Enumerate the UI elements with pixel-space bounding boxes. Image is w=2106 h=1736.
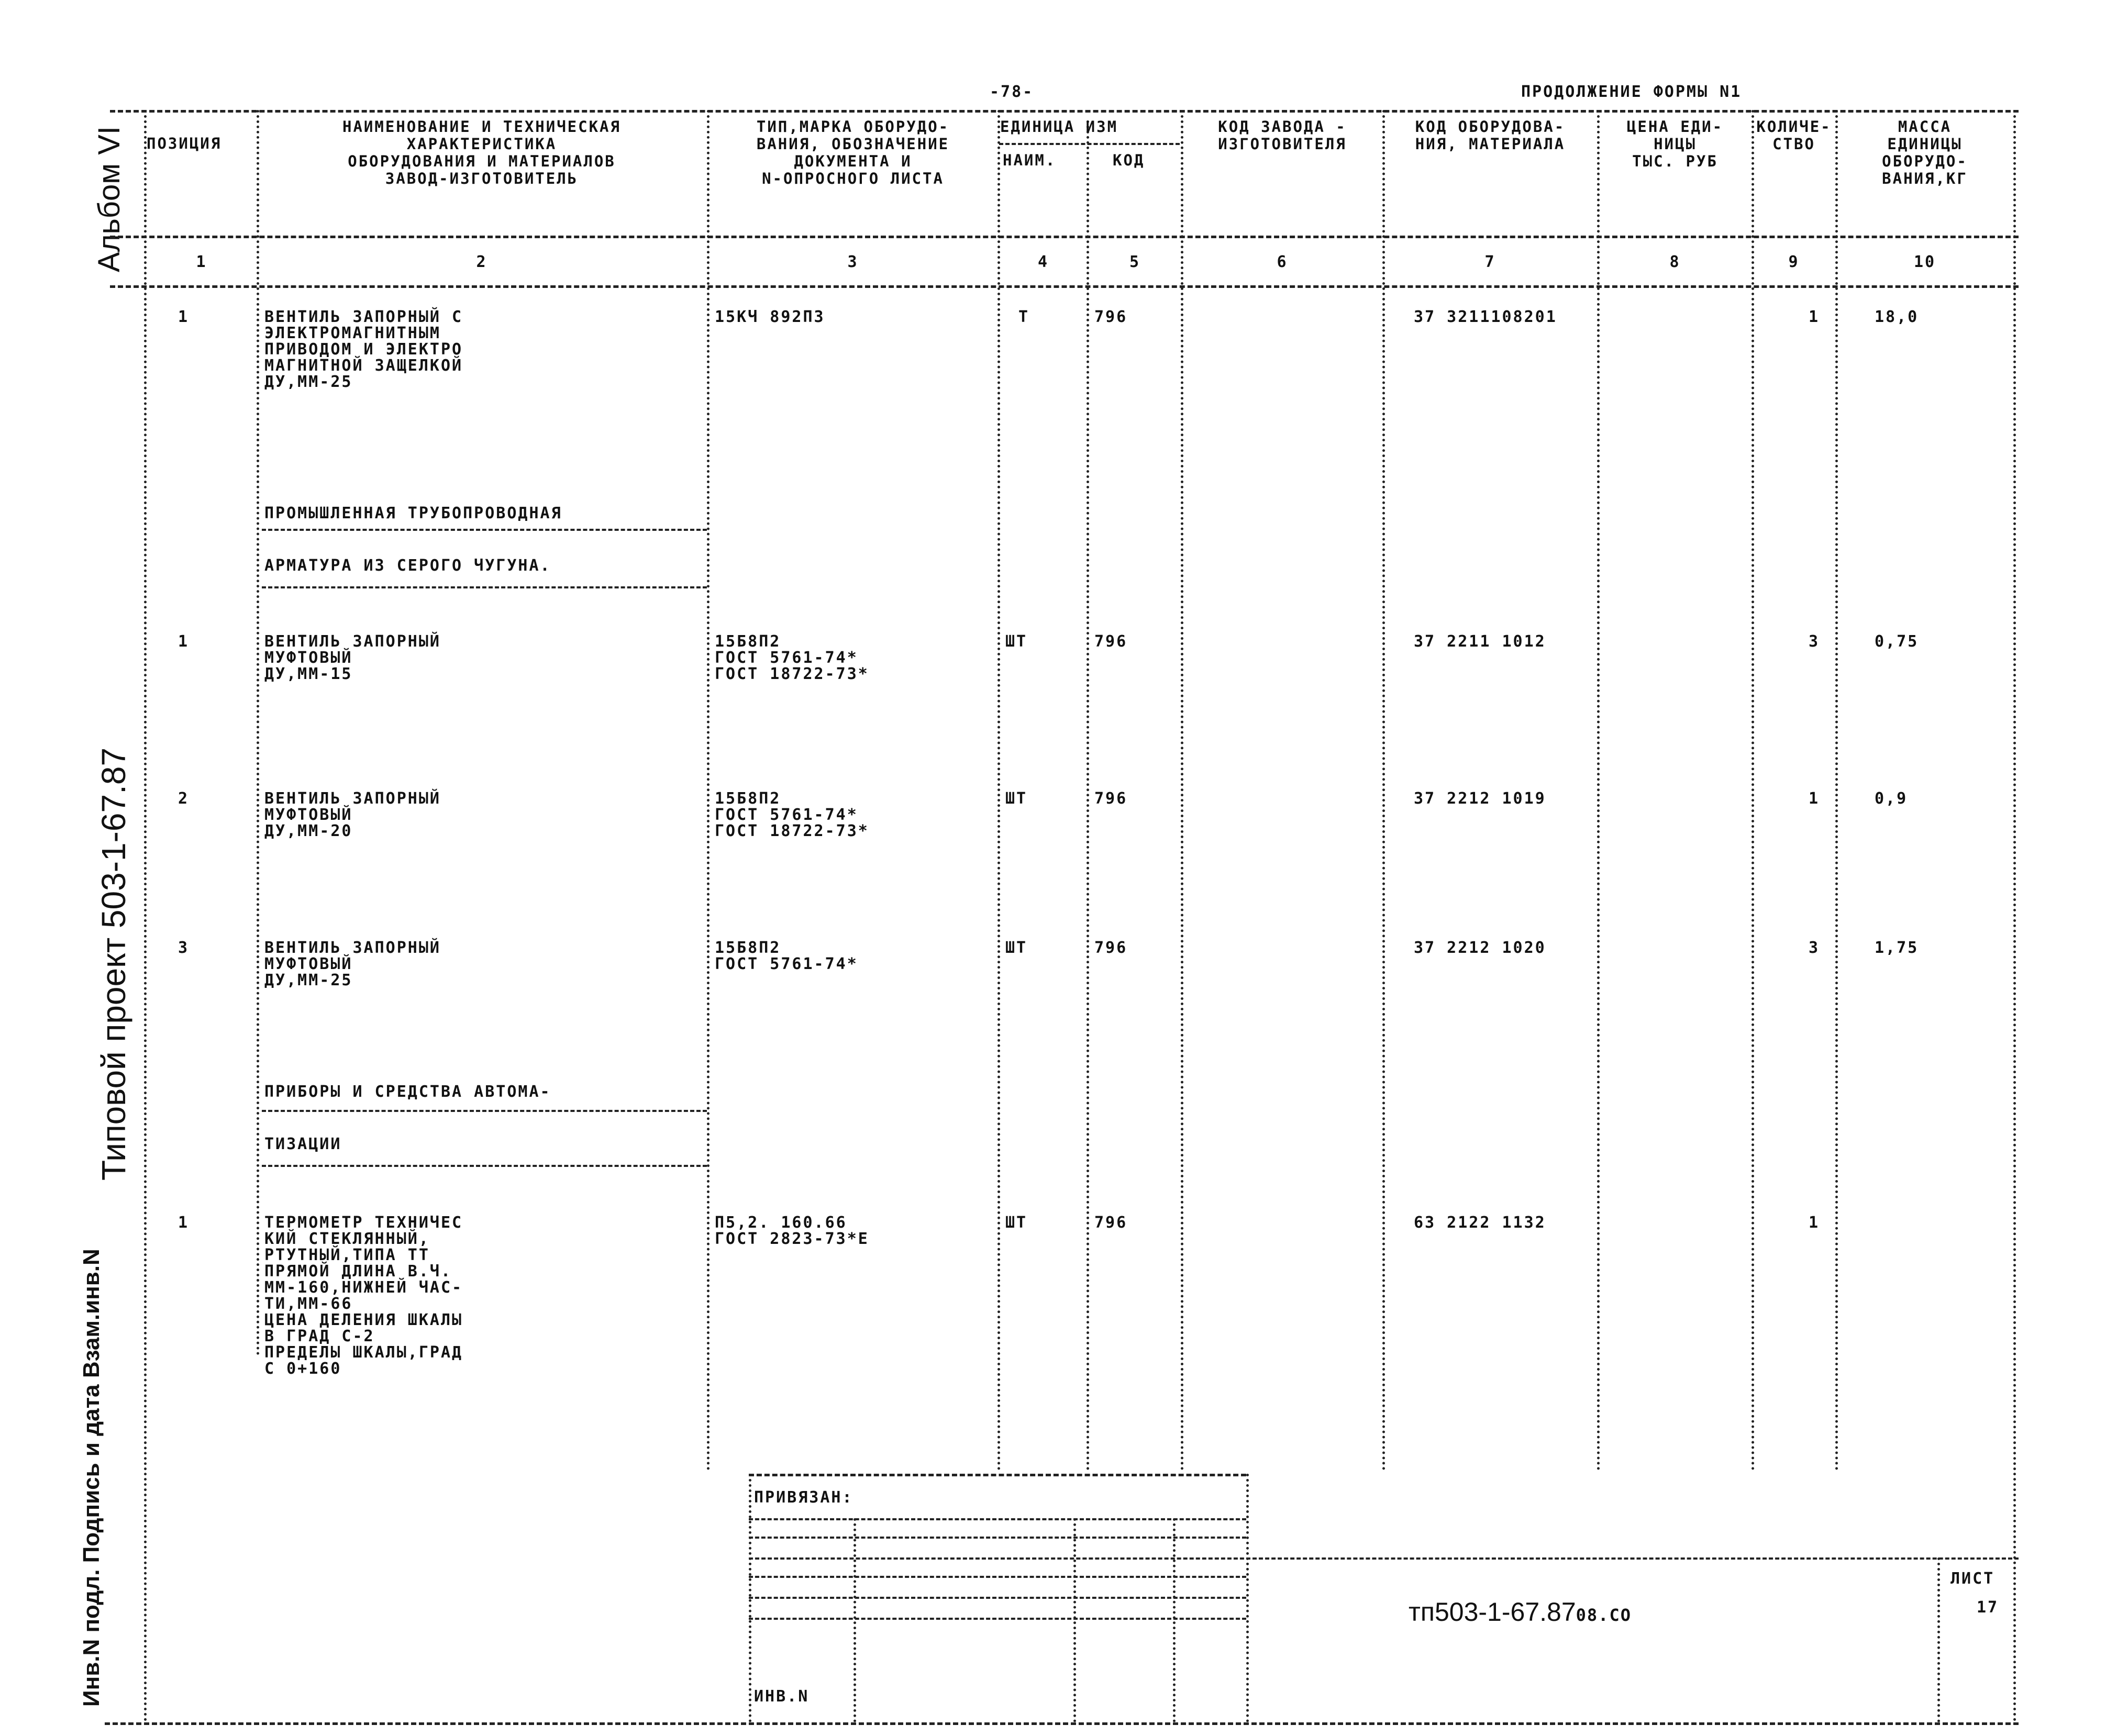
- row-code: 796: [1094, 939, 1128, 957]
- row-quantity: 1: [1808, 789, 1820, 808]
- section-title: ПРОМЫШЛЕННАЯ ТРУБОПРОВОДНАЯ: [264, 504, 562, 522]
- col-number: 4: [1037, 253, 1049, 271]
- row-unit: ШТ: [1005, 1214, 1028, 1232]
- row-code: 796: [1094, 308, 1128, 326]
- row-quantity: 3: [1808, 939, 1820, 957]
- row-position: 3: [178, 939, 190, 957]
- row-description: ВЕНТИЛЬ ЗАПОРНЫЙ С ЭЛЕКТРОМАГНИТНЫМ ПРИВОДОМ И ЭЛЕКТРО МАГНИТНОЙ ЗАЩЕЛКОЙ ДУ,ММ-25: [264, 308, 463, 391]
- sheet-number: 17: [1977, 1598, 1999, 1617]
- row-equipment-code: 37 3211108201: [1414, 308, 1557, 326]
- col-sep-10: [1835, 110, 1838, 1471]
- row-position: 1: [178, 1214, 190, 1232]
- col-sep-7: [1382, 110, 1385, 1471]
- title-block-rule: [749, 1518, 1246, 1520]
- row-quantity: 1: [1808, 1214, 1820, 1232]
- page-number: -78-: [990, 83, 1034, 101]
- row-unit: ШТ: [1005, 789, 1028, 808]
- row-code: 796: [1094, 632, 1128, 651]
- col-number: 7: [1484, 253, 1496, 271]
- inventory-label: ИНВ.N: [754, 1687, 810, 1706]
- row-unit: Т: [1018, 308, 1030, 326]
- row-equipment-code: 63 2122 1132: [1414, 1214, 1546, 1232]
- header-col-3: ТИП,МАРКА ОБОРУДО- ВАНИЯ, ОБОЗНАЧЕНИЕ ДОКУМЕНТА И N-ОПРОСНОГО ЛИСТА: [756, 118, 950, 187]
- row-quantity: 3: [1808, 632, 1820, 651]
- header-col-4-name: НАИМ.: [1003, 151, 1057, 169]
- row-unit: ШТ: [1005, 939, 1028, 957]
- row-equipment-code: 37 2211 1012: [1414, 632, 1546, 651]
- table-top-border: [110, 110, 2019, 113]
- row-quantity: 1: [1808, 308, 1820, 326]
- row-type: 15КЧ 892П3: [715, 308, 825, 326]
- title-block-sep: [749, 1474, 751, 1722]
- col-sep-2: [257, 110, 259, 1356]
- section-title-cont: АРМАТУРА ИЗ СЕРОГО ЧУГУНА.: [264, 557, 551, 575]
- header-col-9: КОЛИЧЕ- СТВО: [1756, 118, 1832, 153]
- row-position: 1: [178, 308, 190, 326]
- header-col-1: ПОЗИЦИЯ: [147, 135, 222, 152]
- row-type: 15Б8П2 ГОСТ 5761-74* ГОСТ 18722-73*: [715, 632, 869, 683]
- row-type: П5,2. 160.66 ГОСТ 2823-73*Е: [715, 1214, 869, 1248]
- header-col-7: КОД ОБОРУДОВА- НИЯ, МАТЕРИАЛА: [1415, 118, 1566, 153]
- bound-label: ПРИВЯЗАН:: [754, 1488, 854, 1507]
- col-sep-3: [707, 110, 710, 1471]
- title-block-rule: [749, 1537, 1246, 1539]
- document-code: тп503-1-67.8708.СО: [1409, 1597, 1632, 1627]
- title-block-rule: [749, 1618, 1246, 1620]
- col-number: 2: [476, 253, 487, 271]
- col-sep-6: [1181, 110, 1183, 1471]
- col-number: 6: [1277, 253, 1288, 271]
- row-equipment-code: 37 2212 1019: [1414, 789, 1546, 808]
- col-number: 1: [196, 253, 207, 271]
- col-number: 8: [1669, 253, 1681, 271]
- row-equipment-code: 37 2212 1020: [1414, 939, 1546, 957]
- row-mass: 0,75: [1875, 632, 1919, 651]
- row-mass: 18,0: [1875, 308, 1919, 326]
- header-col-5: КОД: [1113, 151, 1145, 169]
- project-label: Типовой проект 503-1-67.87: [95, 747, 132, 1181]
- header-col-4: ЕДИНИЦА ИЗМ: [1000, 118, 1118, 136]
- row-mass: 0,9: [1875, 789, 1908, 808]
- col-number: 10: [1913, 253, 1936, 271]
- sheet-box-sep: [1937, 1557, 1940, 1722]
- col-sep-5: [1087, 120, 1089, 1471]
- header-col-2: НАИМЕНОВАНИЕ И ТЕХНИЧЕСКАЯ ХАРАКТЕРИСТИКА ОБОРУДОВАНИЯ И МАТЕРИАЛОВ ЗАВОД-ИЗГОТОВИТЕЛЬ: [342, 118, 621, 187]
- section-title: ПРИБОРЫ И СРЕДСТВА АВТОМА-: [264, 1083, 551, 1101]
- table-right-border: [2013, 110, 2016, 1722]
- col-sep-8: [1597, 110, 1600, 1471]
- col-number: 3: [847, 253, 859, 271]
- table-bottom-border: [105, 1722, 2019, 1725]
- header-col-10: МАССА ЕДИНИЦЫ ОБОРУДО- ВАНИЯ,КГ: [1882, 118, 1968, 187]
- col-number: 5: [1129, 253, 1141, 271]
- title-block-sep: [1073, 1518, 1076, 1722]
- approval-stamp-label: Инв.N подл. Подпись и дата Взам.инв.N: [79, 1249, 104, 1707]
- album-label: Альбом VI: [92, 126, 126, 272]
- row-description: ТЕРМОМЕТР ТЕХНИЧЕС КИЙ СТЕКЛЯННЫЙ, РТУТНЫЙ,ТИПА ТТ ПРЯМОЙ ДЛИНА В.Ч. ММ-160,НИЖНЕЙ ЧАС- ТИ,ММ-66 ЦЕНА ДЕЛЕНИЯ ШКАЛЫ В ГРАД С-2 ПРЕДЕЛЫ ШКАЛЫ,ГРАД С 0+160: [264, 1214, 463, 1378]
- sheet-label: ЛИСТ: [1950, 1570, 1995, 1588]
- row-position: 2: [178, 789, 190, 808]
- header-col-6: КОД ЗАВОДА - ИЗГОТОВИТЕЛЯ: [1218, 118, 1347, 153]
- row-description: ВЕНТИЛЬ ЗАПОРНЫЙ МУФТОВЫЙ ДУ,ММ-15: [264, 632, 441, 683]
- section-underline: [262, 1165, 707, 1167]
- col-number: 9: [1788, 253, 1800, 271]
- row-type: 15Б8П2 ГОСТ 5761-74* ГОСТ 18722-73*: [715, 789, 869, 840]
- header-bottom-rule: [110, 236, 2019, 238]
- row-description: ВЕНТИЛЬ ЗАПОРНЫЙ МУФТОВЫЙ ДУ,ММ-20: [264, 789, 441, 840]
- row-unit: ШТ: [1005, 632, 1028, 651]
- title-block-rule: [749, 1597, 1246, 1599]
- col-sep-1: [144, 110, 147, 1722]
- title-block-sep: [854, 1518, 856, 1722]
- row-position: 1: [178, 632, 190, 651]
- row-mass: 1,75: [1875, 939, 1919, 957]
- header-col-8: ЦЕНА ЕДИ- НИЦЫ ТЫС. РУБ: [1626, 118, 1724, 170]
- row-type: 15Б8П2 ГОСТ 5761-74*: [715, 939, 858, 973]
- continuation-label: ПРОДОЛЖЕНИЕ ФОРМЫ N1: [1521, 83, 1742, 101]
- title-block-sep: [1246, 1474, 1249, 1722]
- title-block-rule: [749, 1576, 1246, 1578]
- row-code: 796: [1094, 789, 1128, 808]
- title-block-sep: [1173, 1518, 1176, 1722]
- unit-header-split: [999, 143, 1180, 145]
- row-code: 796: [1094, 1214, 1128, 1232]
- colnum-bottom-rule: [110, 285, 2019, 288]
- row-description: ВЕНТИЛЬ ЗАПОРНЫЙ МУФТОВЫЙ ДУ,ММ-25: [264, 939, 441, 989]
- section-underline: [262, 1110, 707, 1112]
- title-block-rule: [749, 1557, 2019, 1560]
- col-sep-4: [997, 110, 1000, 1471]
- title-block-top: [749, 1474, 1246, 1476]
- section-title-cont: ТИЗАЦИИ: [264, 1135, 342, 1153]
- document-code-suffix: 08.СО: [1576, 1605, 1632, 1625]
- section-underline: [262, 586, 707, 588]
- section-underline: [262, 529, 707, 531]
